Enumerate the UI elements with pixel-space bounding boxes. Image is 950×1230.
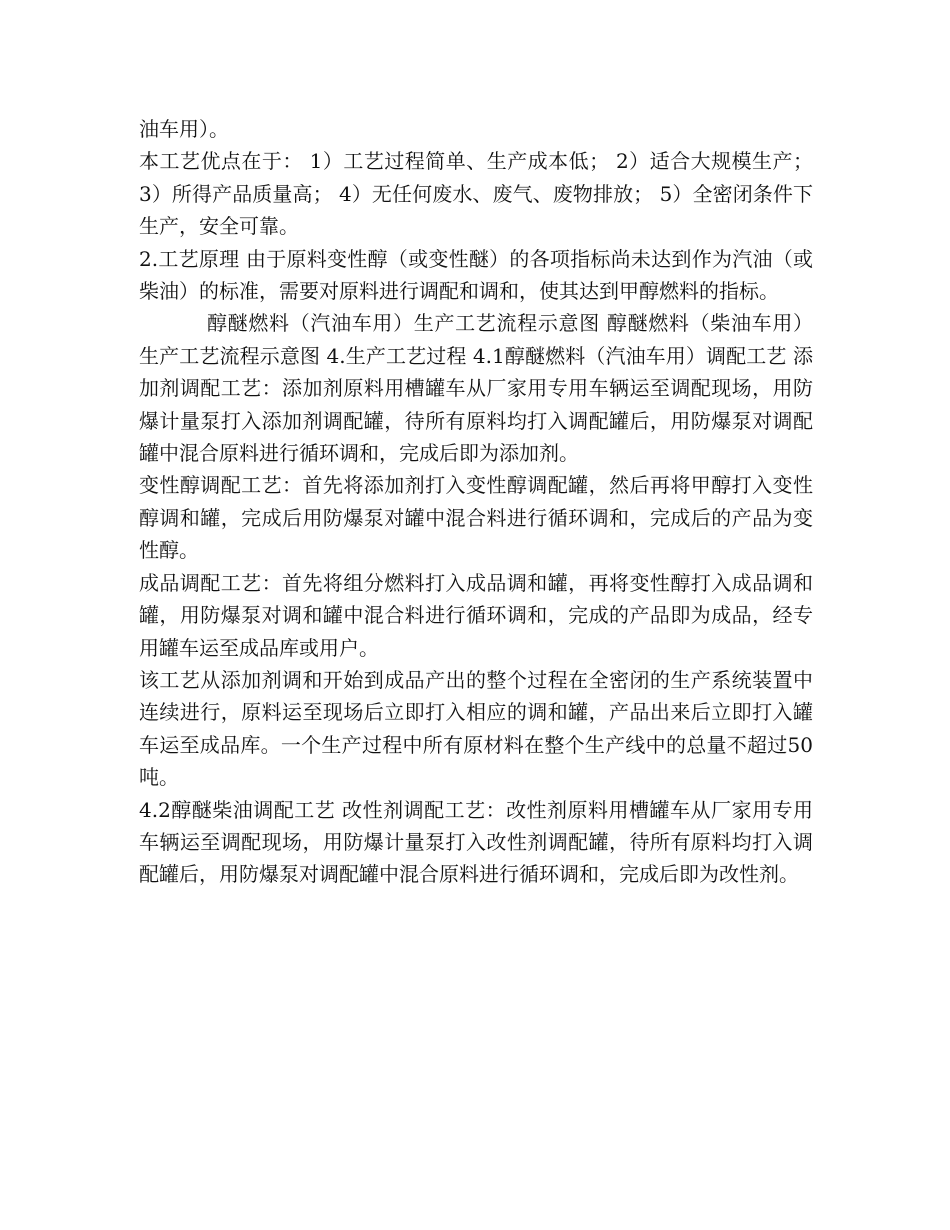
paragraph-continuation: 油车用）。 xyxy=(139,117,229,141)
paragraph-flow-diagram-and-process: 醇醚燃料（汽油车用）生产工艺流程示意图 醇醚燃料（柴油车用）生产工艺流程示意图 4.生产工艺过程 4.1醇醚燃料（汽油车用）调配工艺 添加剂调配工艺：添加剂原料用槽罐车从厂家用专用车辆运至调配现场，用防爆计量泵打入添加剂调配罐，待所有原料均打入调配罐后，用防爆泵对调配罐中混合原料进行循环调和，完成后即为添加剂。 xyxy=(139,311,813,466)
paragraph-finished-product: 成品调配工艺：首先将组分燃料打入成品调和罐，再将变性醇打入成品调和罐，用防爆泵对调和罐中混合料进行循环调和，完成的产品即为成品，经专用罐车运至成品库或用户。 xyxy=(139,570,813,660)
document-body xyxy=(139,113,813,891)
paragraph-advantages: 本工艺优点在于： 1）工艺过程简单、生产成本低； 2）适合大规模生产； 3）所得产品质量高； 4）无任何废水、废气、废物排放； 5）全密闭条件下生产，安全可靠。 xyxy=(139,149,813,239)
paragraph-denatured-alcohol: 变性醇调配工艺：首先将添加剂打入变性醇调配罐，然后再将甲醇打入变性醇调和罐，完成后用防爆泵对罐中混合料进行循环调和，完成后的产品为变性醇。 xyxy=(139,473,813,563)
paragraph-closed-system: 该工艺从添加剂调和开始到成品产出的整个过程在全密闭的生产系统装置中连续进行，原料运至现场后立即打入相应的调和罐，产品出来后立即打入罐车运至成品库。一个生产过程中所有原材料在整个生产线中的总量不超过50吨。 xyxy=(139,667,813,790)
paragraph-process-principle: 2.工艺原理 由于原料变性醇（或变性醚）的各项指标尚未达到作为汽油（或柴油）的标准，需要对原料进行调配和调和，使其达到甲醇燃料的指标。 xyxy=(139,246,813,304)
paragraph-diesel-blending: 4.2醇醚柴油调配工艺 改性剂调配工艺：改性剂原料用槽罐车从厂家用专用车辆运至调配现场，用防爆计量泵打入改性剂调配罐，待所有原料均打入调配罐后，用防爆泵对调配罐中混合原料进行循环调和，完成后即为改性剂。 xyxy=(139,797,813,887)
